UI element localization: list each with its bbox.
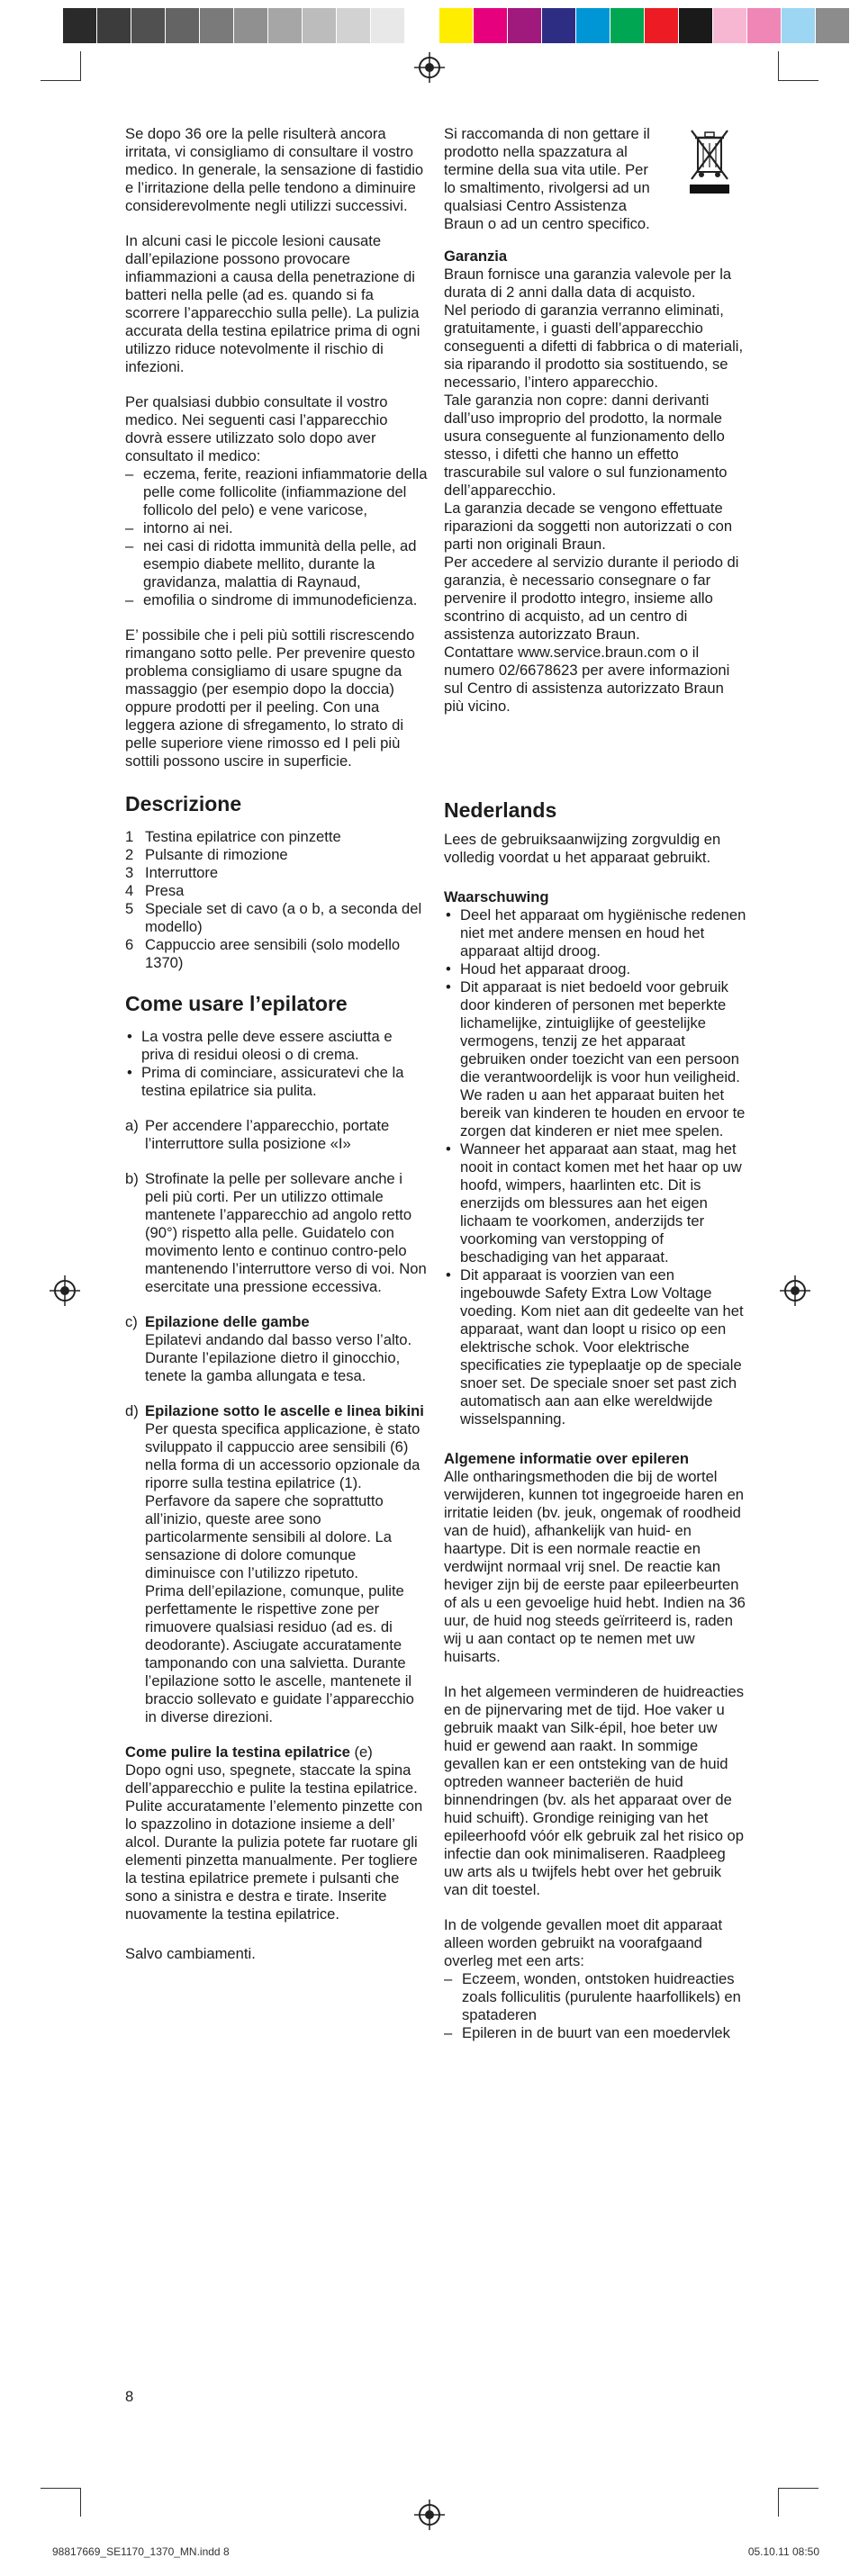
- list-item: – nei casi di ridotta immunità della pelle, ad esempio diabete mellito, durante la gravidanza, malattia di Raynaud,: [125, 537, 428, 591]
- paragraph: E’ possibile che i peli più sottili riscrescendo rimangano sotto pelle. Per prevenire questo problema consigliamo di usare spugne da massaggio (per esempio dopo la doccia) oppure prodotti per il peeling. Con una leggera azione di sfregamento, lo strato di pelle superiore viene rimosso ed I peli più sottili possono uscire in superficie.: [125, 626, 415, 770]
- color-swatch: [542, 8, 576, 43]
- consult-list: [444, 1970, 746, 2042]
- section-heading-nederlands: Nederlands: [444, 798, 557, 822]
- registration-mark-icon: [414, 52, 445, 83]
- list-item: – intorno ai nei.: [125, 519, 428, 537]
- step-d: d) Epilazione sotto le ascelle e linea bikini Per questa specifica applicazione, è stato sviluppato il cappuccio aree sensibili (6) nella forma di un accessorio opzionale da riporre sulla testina epilatrice (1). Perfavore da sapere che soprattutto all’inizio, queste aree sono particolarmente sensibili al dolore. La sensazione di dolore comunque diminuisce con l’utilizzo ripetuto. Prima dell’epilazione, comunque, pulite perfettamente le rispettive zone per rimuovere qualsiasi residuo (ad es. di deodorante). Asciugate accuratamente tamponando con una salvietta. Durante l’epilazione sotto le ascelle, mantenete il braccio sollevato e guidate l’apparecchio in diverse direzioni.: [125, 1402, 424, 1725]
- crop-mark: [41, 80, 81, 81]
- color-swatch: [268, 8, 303, 43]
- paragraph: In alcuni casi le piccole lesioni causate dall’epilazione possono provocare infiammazioni a causa della penetrazione di batteri nella pelle (ad es. quando si fa scorrere l’apparecchio sulla pelle). La pulizia accurata della testina epilatrice prima di ogni utilizzo riduce notevolmente il rischio di infezioni.: [125, 232, 420, 375]
- list-item: 1 Testina epilatrice con pinzette: [125, 828, 341, 845]
- list-item: 3 Interruttore: [125, 864, 219, 881]
- list-item: – eczema, ferite, reazioni infiammatorie della pelle come follicolite (infiammazione del follicolo del pelo) e vene varicose,: [125, 465, 428, 519]
- step-a: a) Per accendere l’apparecchio, portate l’interruttore sulla posizione «I»: [125, 1117, 390, 1152]
- section-heading-algemene-informatie: Algemene informatie over epileren: [444, 1450, 690, 1467]
- step-b: b) Strofinate la pelle per sollevare anche i peli più corti. Per un utilizzo ottimale mantenete l’apparecchio ad angolo retto (90°) rispetto alla pelle. Guidatelo con movimento lento e continuo contro-pelo mantenendo l’interruttore verso di voi. Non esercitate una pressione eccessiva.: [125, 1170, 427, 1295]
- list-item: • La vostra pelle deve essere asciutta e priva di residui oleosi o di crema.: [125, 1028, 428, 1064]
- paragraph: Se dopo 36 ore la pelle risulterà ancora irritata, vi consigliamo di consultare il vostro medico. In generale, la sensazione di fastidio e l’irritazione della pelle tendono a diminuire considerevolmente negli utilizzi successivi.: [125, 125, 424, 214]
- crop-mark: [778, 80, 818, 81]
- color-swatch: [782, 8, 816, 43]
- paragraph: In de volgende gevallen moet dit apparaat alleen worden gebruikt na voorafgaand overleg met een arts:: [444, 1916, 723, 1969]
- color-swatch: [371, 8, 405, 43]
- paragraph: Si raccomanda di non gettare il prodotto nella spazzatura al termine della sua vita utile. Per lo smaltimento, rivolgersi ad un qualsiasi Centro Assistenza Braun o ad un centro specifico.: [444, 125, 650, 232]
- paragraph: Dopo ogni uso, spegnete, staccate la spina dell’apparecchio e pulite la testina epilatrice.: [125, 1761, 418, 1797]
- print-slug-timestamp: 05.10.11 08:50: [747, 2545, 819, 2558]
- color-swatch: [303, 8, 337, 43]
- print-slug-filename: 98817669_SE1170_1370_MN.indd 8: [52, 2545, 230, 2558]
- crop-mark: [41, 2488, 81, 2489]
- section-heading-descrizione: Descrizione: [125, 792, 242, 815]
- color-swatch: [645, 8, 679, 43]
- paragraph: In het algemeen verminderen de huidreacties en de pijnervaring met de tijd. Hoe vaker u gebruik maakt van Silk-épil, hoe beter uw huid er gewend aan raakt. In sommige gevallen kan er een ontsteking van de huid optreden wanneer bacteriën de huid binnendringen (bv. als het apparaat over de huid schuift). Grondige reiniging van het epileerhoofd vóór elk gebruik zal het risico op infectie dan ook minimaliseren. Raadpleeg uw arts als u twijfels hebt over het gebruik van dit toestel.: [444, 1683, 745, 1898]
- paragraph: Pulite accuratamente l’elemento pinzette con lo spazzolino in dotazione insieme a dell’ alcol. Durante la pulizia potete far ruotare gli elementi pinzetta manualmente. Per togliere la testina epilatrice premete i pulsanti che sono a sinistra e destra e tirate. Inserite nuovamente la testina epilatrice.: [125, 1797, 423, 1923]
- list-item: – emofilia o sindrome di immunodeficienza.: [125, 591, 428, 609]
- list-item: • Dit apparaat is niet bedoeld voor gebruik door kinderen of personen met beperkte lichamelijke, zintuiglijke of geestelijke vermogens, tenzij ze het apparaat gebruiken onder toezicht van een persoon die verantwoordelijk is voor hun veiligheid. We raden u aan het apparaat buiten het bereik van kinderen te houden en ervoor te zorgen dat kinderen er niet mee spelen.: [444, 978, 746, 1140]
- color-swatch: [679, 8, 713, 43]
- warning-list: [444, 906, 746, 1428]
- color-swatch: [610, 8, 645, 43]
- list-item: 2 Pulsante di rimozione: [125, 846, 288, 863]
- color-swatch: [439, 8, 474, 43]
- page-number: 8: [125, 2388, 134, 2405]
- color-swatch: [576, 8, 610, 43]
- section-heading-waarschuwing: Waarschuwing: [444, 888, 549, 905]
- list-item: 6 Cappuccio aree sensibili (solo modello 1370): [125, 936, 401, 971]
- paragraph: Salvo cambiamenti.: [125, 1945, 256, 1962]
- paragraph: Contattare www.service.braun.com o il numero 02/6678623 per avere informazioni sul Centro di assistenza autorizzato Braun più vicino.: [444, 644, 730, 715]
- color-swatch: [97, 8, 131, 43]
- crop-mark: [80, 51, 81, 80]
- right-column: [444, 125, 746, 2059]
- list-item: • Wanneer het apparaat aan staat, mag het nooit in contact komen met het haar op uw hoofd, wimpers, haarlinten etc. Dit is enerzijds om blessures aan het eigen lichaam te voorkomen, anderzijds ter voorkoming van verstopping of beschadiging van het apparaat.: [444, 1140, 746, 1266]
- paragraph: La garanzia decade se vengono effettuate riparazioni da soggetti non autorizzati o con parti non originali Braun.: [444, 500, 733, 553]
- crop-mark: [80, 2488, 81, 2517]
- paragraph: Per qualsiasi dubbio consultate il vostro medico. Nei seguenti casi l’apparecchio dovrà essere utilizzato solo dopo aver consultato il medico:: [125, 393, 388, 464]
- step-c: c) Epilazione delle gambe Epilatevi andando dal basso verso l’alto. Durante l’epilazione dietro il ginocchio, tenete la gamba allungata e tesa.: [125, 1313, 412, 1384]
- section-heading-garanzia: Garanzia: [444, 248, 508, 265]
- left-column: [125, 125, 428, 1980]
- color-registration-bar: [63, 8, 850, 43]
- paragraph: Braun fornisce una garanzia valevole per la durata di 2 anni dalla data di acquisto.: [444, 266, 732, 301]
- contraindication-list: [125, 465, 428, 609]
- list-item: 5 Speciale set di cavo (a o b, a seconda del modello): [125, 900, 422, 935]
- color-swatch: [234, 8, 268, 43]
- list-item: • Prima di cominciare, assicuratevi che la testina epilatrice sia pulita.: [125, 1064, 428, 1100]
- color-swatch: [474, 8, 508, 43]
- description-list: [125, 828, 428, 972]
- cleaning-heading: Come pulire la testina epilatrice (e): [125, 1743, 373, 1761]
- color-swatch: [131, 8, 166, 43]
- paragraph: Tale garanzia non copre: danni derivanti dall’uso improprio del prodotto, la normale usura conseguente al funzionamento dello stesso, i difetti che hanno un effetto trascurabile sul valore o sul funzionamento dell’apparecchio.: [444, 392, 728, 499]
- crop-mark: [778, 2488, 818, 2489]
- paragraph: Lees de gebruiksaanwijzing zorgvuldig en volledig voordat u het apparaat gebruikt.: [444, 831, 721, 866]
- color-swatch: [816, 8, 850, 43]
- list-item: 4 Presa: [125, 882, 185, 899]
- color-swatch: [337, 8, 371, 43]
- list-item: • Deel het apparaat om hygiënische redenen niet met andere mensen en houd het apparaat altijd droog.: [444, 906, 746, 960]
- list-item: • Houd het apparaat droog.: [444, 960, 746, 978]
- registration-mark-icon: [414, 2499, 445, 2530]
- crop-mark: [778, 51, 779, 80]
- color-swatch: [747, 8, 782, 43]
- crop-mark: [778, 2488, 779, 2517]
- color-swatch: [200, 8, 234, 43]
- color-swatch: [405, 8, 439, 43]
- color-swatch: [508, 8, 542, 43]
- list-item: – Epileren in de buurt van een moedervlek: [444, 2024, 746, 2042]
- paragraph: Per accedere al servizio durante il periodo di garanzia, è necessario consegnare o far pervenire il prodotto integro, insieme allo scontrino di acquisto, ad un centro di assistenza autorizzato Braun.: [444, 554, 739, 643]
- registration-mark-icon: [50, 1275, 80, 1306]
- section-heading-come-usare: Come usare l’epilatore: [125, 992, 348, 1015]
- color-swatch: [713, 8, 747, 43]
- paragraph: Nel periodo di garanzia verranno eliminati, gratuitamente, i guasti dell’apparecchio conseguenti a difetti di fabbrica o di materiali, sia riparando il prodotto sia sostituendo, se necessario, l’intero apparecchio.: [444, 302, 744, 391]
- paragraph: Alle ontharingsmethoden die bij de wortel verwijderen, kunnen tot ingegroeide haren en irritatie leiden (bv. jeuk, ongemak of roodheid van de huid), afhankelijk van huid- en haartype. Dit is een normale reactie en verdwijnt normaal vrij snel. De reactie kan heviger zijn bij de eerste paar epileerbeurten of als u een gevoelige huid hebt. Indien na 36 uur, de huid nog steeds geïrriteerd is, raden wij u aan contact op te nemen met uw huisarts.: [444, 1468, 746, 1665]
- color-swatch: [63, 8, 97, 43]
- list-item: – Eczeem, wonden, ontstoken huidreacties zoals folliculitis (purulente haarfollikels) en spataderen: [444, 1970, 746, 2024]
- registration-mark-icon: [780, 1275, 810, 1306]
- use-bullets: [125, 1028, 428, 1100]
- crossed-out-bin-icon: [690, 127, 729, 195]
- color-swatch: [166, 8, 200, 43]
- list-item: • Dit apparaat is voorzien van een ingebouwde Safety Extra Low Voltage voeding. Kom niet aan dit gedeelte van het apparaat, want dan loopt u risico op een elektrische schok. Voor elektrische specificaties zie typeplaatje op de speciale snoer set. De speciale snoer set past zich automatisch aan aan elke wereldwijde wisselspanning.: [444, 1266, 746, 1428]
